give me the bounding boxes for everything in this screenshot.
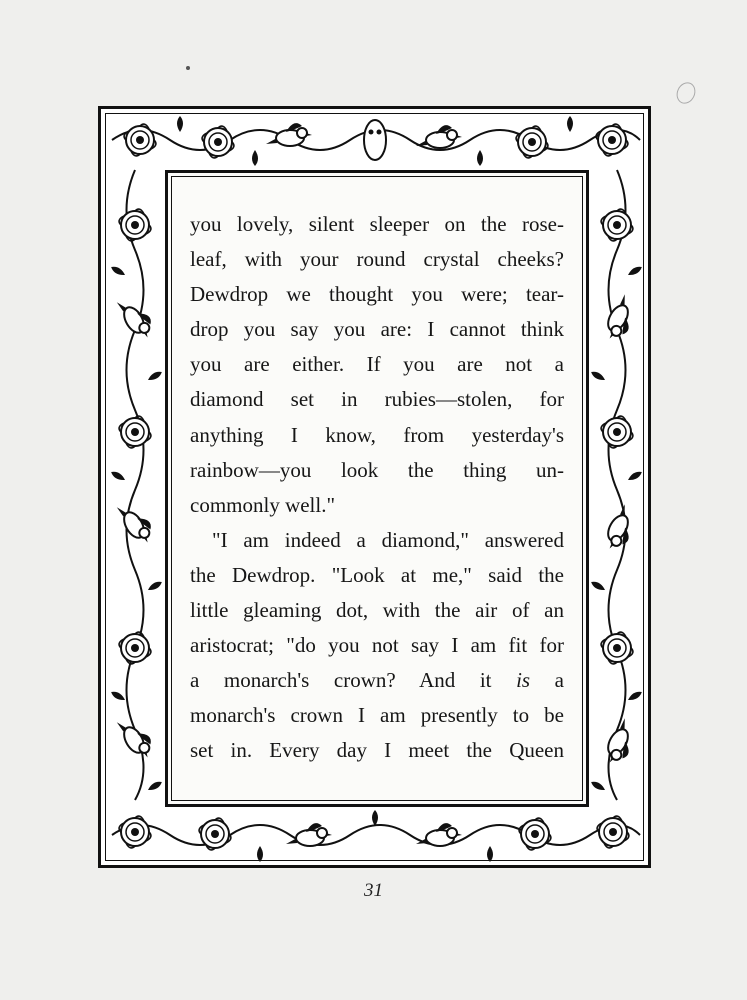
- body-text: [190, 207, 564, 769]
- text-line: set in. Every day I meet the Queen: [190, 738, 564, 763]
- left-border-band: [110, 170, 164, 800]
- italic-emphasis: is: [516, 668, 531, 693]
- text-line: little gleaming dot, with the air of an: [190, 598, 564, 623]
- text-segment: a monarch's crown? And it: [190, 668, 517, 693]
- text-line: leaf, with your round crystal cheeks?: [190, 247, 564, 272]
- text-line: commonly well.": [190, 492, 336, 517]
- top-border-band: [112, 116, 640, 166]
- text-line: the Dewdrop. "Look at me," said the: [190, 562, 564, 587]
- text-line: you are either. If you are not a: [190, 352, 564, 377]
- text-line: you lovely, silent sleeper on the rose-: [190, 212, 564, 236]
- text-line: monarch's crown I am presently to be: [190, 703, 564, 728]
- text-line-with-italic: [190, 663, 564, 698]
- text-line: Dewdrop we thought you were; tear-: [190, 282, 564, 307]
- page-number: 31: [364, 880, 383, 901]
- text-line: drop you say you are: I cannot think: [190, 317, 564, 342]
- bottom-border-band: [112, 810, 640, 862]
- right-border-band: [590, 170, 644, 800]
- text-segment: a: [530, 668, 564, 693]
- text-line: rainbow—you look the thing un-: [190, 457, 564, 482]
- text-line: "I am indeed a diamond," answered: [212, 527, 564, 552]
- text-line: anything I know, from yesterday's: [190, 422, 564, 447]
- text-line: diamond set in rubies—stolen, for: [190, 387, 564, 412]
- text-line: aristocrat; "do you not say I am fit for: [190, 633, 564, 658]
